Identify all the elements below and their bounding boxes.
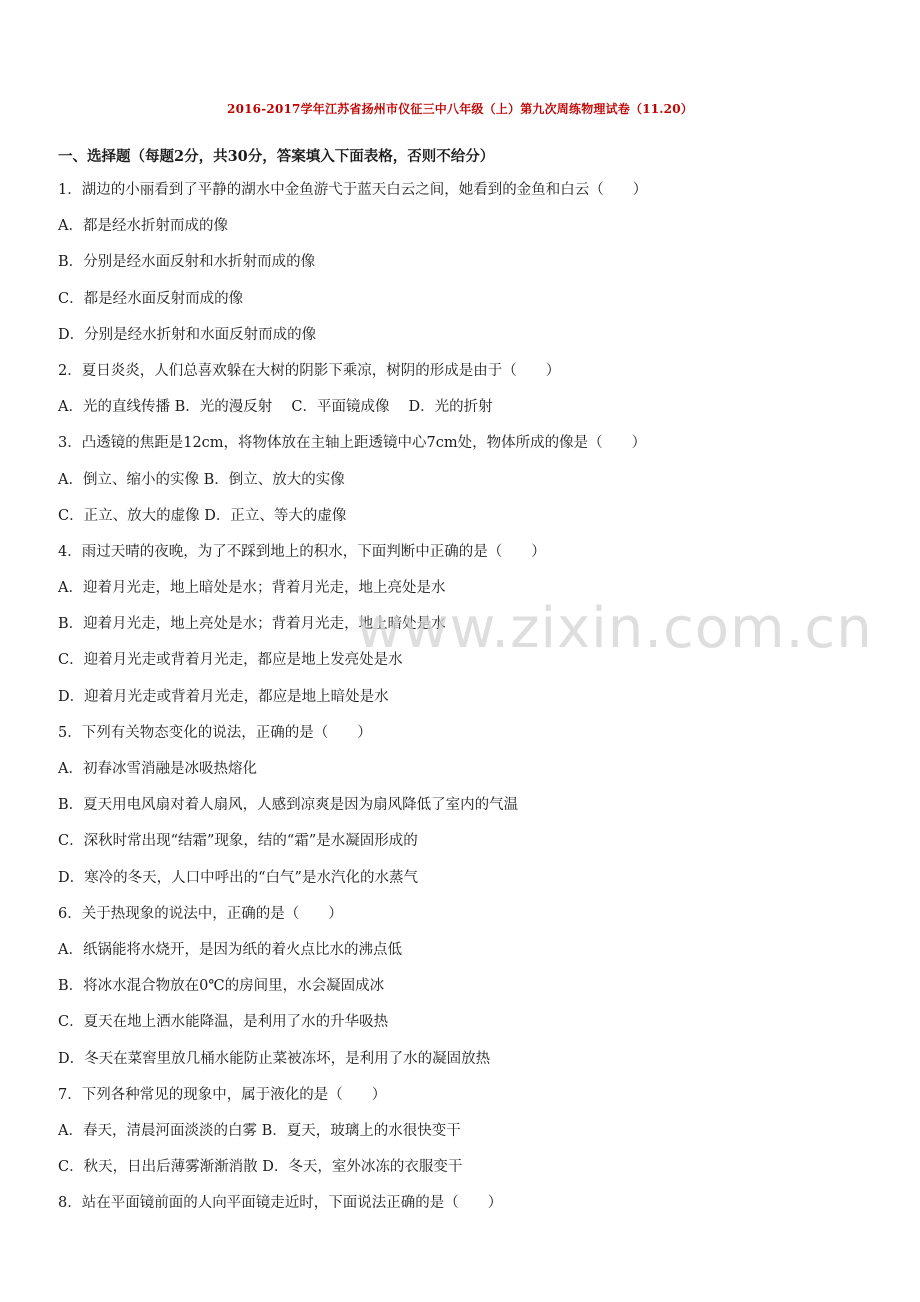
option-line: D．分别是经水折射和水面反射而成的像 — [58, 326, 317, 343]
option-line: C．夏天在地上洒水能降温，是利用了水的升华吸热 — [58, 1014, 389, 1031]
option-line: A．光的直线传播 B．光的漫反射 C．平面镜成像 D．光的折射 — [58, 399, 493, 416]
question-line: 2．夏日炎炎，人们总喜欢躲在大树的阴影下乘凉，树阴的形成是由于（ ） — [58, 362, 561, 379]
watermark: www.zixin.com.cn — [356, 596, 873, 661]
question-line: 3．凸透镜的焦距是12cm，将物体放在主轴上距透镜中心7cm处，物体所成的像是（ ） — [58, 435, 647, 452]
option-line: A．初春冰雪消融是冰吸热熔化 — [58, 761, 257, 777]
document-title: 2016-2017学年江苏省扬州市仪征三中八年级（上）第九次周练物理试卷（11.20） — [227, 102, 693, 116]
option-line: C．都是经水面反射而成的像 — [58, 290, 244, 307]
question-line: 4．雨过天晴的夜晚，为了不踩到地上的积水，下面判断中正确的是（ ） — [58, 543, 546, 560]
section-heading: 一、选择题（每题2分，共30分，答案填入下面表格，否则不给分） — [58, 148, 495, 165]
option-line: D．冬天在菜窖里放几桶水能防止菜被冻坏，是利用了水的凝固放热 — [58, 1050, 491, 1067]
option-line: B．夏天用电风扇对着人扇风，人感到凉爽是因为扇风降低了室内的气温 — [58, 797, 519, 814]
option-line: B．分别是经水面反射和水折射而成的像 — [58, 254, 316, 271]
option-line: A．春天，清晨河面淡淡的白雾 B．夏天，玻璃上的水很快变干 — [58, 1122, 461, 1139]
option-line: B．迎着月光走，地上亮处是水；背着月光走，地上暗处是水 — [58, 616, 446, 633]
option-line: A．倒立、缩小的实像 B．倒立、放大的实像 — [58, 471, 345, 488]
option-line: A．都是经水折射而成的像 — [58, 218, 228, 235]
question-line: 8．站在平面镜前面的人向平面镜走近时，下面说法正确的是（ ） — [58, 1195, 503, 1212]
option-line: D．寒冷的冬天，人口中呼出的“白气”是水汽化的水蒸气 — [58, 869, 418, 886]
option-line: D．迎着月光走或背着月光走，都应是地上暗处是水 — [58, 688, 389, 705]
option-line: C．深秋时常出现“结霜”现象，结的“霜”是水凝固形成的 — [58, 833, 418, 850]
option-line: B．将冰水混合物放在0℃的房间里，水会凝固成冰 — [58, 978, 385, 995]
option-line: C．正立、放大的虚像 D．正立、等大的虚像 — [58, 507, 347, 524]
option-line: A．迎着月光走，地上暗处是水；背着月光走，地上亮处是水 — [58, 580, 446, 597]
question-line: 5．下列有关物态变化的说法，正确的是（ ） — [58, 724, 372, 741]
question-line: 7．下列各种常见的现象中，属于液化的是（ ） — [58, 1086, 387, 1103]
question-line: 1．湖边的小丽看到了平静的湖水中金鱼游弋于蓝天白云之间，她看到的金鱼和白云（ ） — [58, 182, 648, 198]
option-line: C．秋天，日出后薄雾渐渐消散 D．冬天，室外冰冻的衣服变干 — [58, 1159, 463, 1176]
option-line: C．迎着月光走或背着月光走，都应是地上发亮处是水 — [58, 652, 403, 669]
question-line: 6．关于热现象的说法中，正确的是（ ） — [58, 905, 343, 922]
option-line: A．纸锅能将水烧开，是因为纸的着火点比水的沸点低 — [58, 941, 402, 958]
question-list — [58, 180, 878, 1229]
